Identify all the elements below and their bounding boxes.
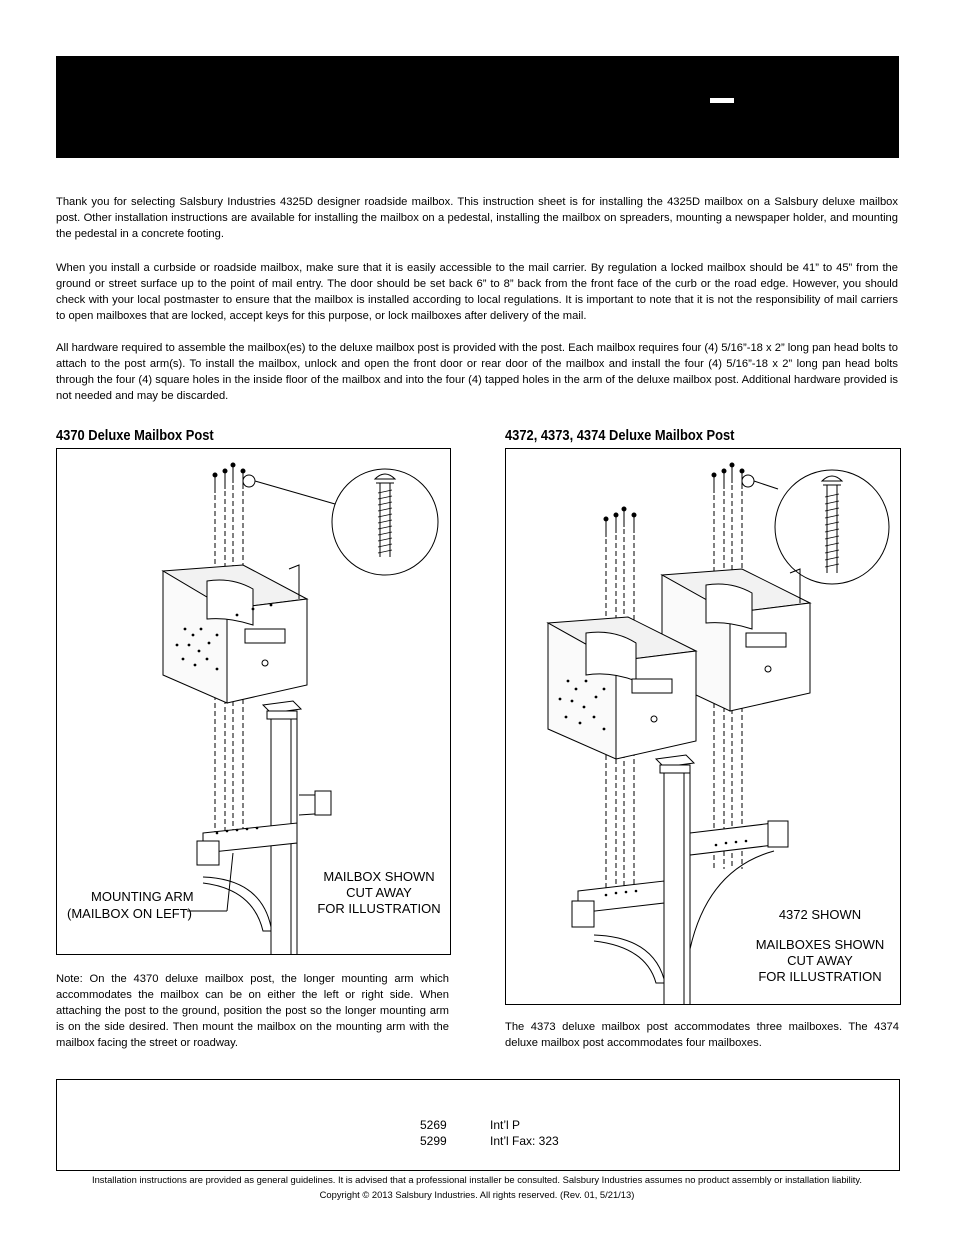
- right-section-heading: 4372, 4373, 4374 Deluxe Mailbox Post: [505, 427, 735, 444]
- left-figure-box: [56, 448, 451, 955]
- model-shown-label: 4372 SHOWN: [778, 907, 862, 922]
- mailbox-icon: [163, 565, 307, 703]
- bolt-detail-icon: [332, 469, 438, 575]
- cutaway-label-2: CUT AWAY: [346, 885, 412, 900]
- contact-box: [56, 1079, 900, 1171]
- cutaway-label-2: CUT AWAY: [787, 953, 853, 968]
- left-section-heading: 4370 Deluxe Mailbox Post: [56, 427, 214, 444]
- bolts-icon: [213, 463, 255, 493]
- intro-paragraph-1: Thank you for selecting Salsbury Industries 4325D designer roadside mailbox. This instruction sheet is for installing the 4325D mailbox on a Salsbury deluxe mailbox post. Other installation instructions are available for installing the mailbox on a pedestal, installing the mailbox on spreaders, mounting a newspaper holder, and mounting the pedestal in a concrete footing.: [56, 196, 898, 240]
- copyright-text: Copyright © 2013 Salsbury Industries. All rights reserved. (Rev. 01, 5/21/13): [319, 1189, 635, 1200]
- cutaway-label-1: MAILBOX SHOWN: [323, 869, 435, 884]
- fax-number: 5299: [420, 1134, 447, 1148]
- cutaway-label-3: FOR ILLUSTRATION: [317, 901, 441, 916]
- header-dash: [710, 98, 734, 103]
- right-figure-box: [505, 448, 901, 1005]
- left-figure-illustration: [57, 449, 450, 954]
- phone-number: 5269: [420, 1118, 447, 1132]
- right-figure-illustration: [506, 449, 900, 1004]
- intl-phone-label: Int’l P: [490, 1118, 521, 1132]
- cutaway-label-1: MAILBOXES SHOWN: [755, 937, 885, 952]
- bolt-detail-icon: [775, 470, 889, 584]
- cutaway-label-3: FOR ILLUSTRATION: [758, 969, 882, 984]
- bolts-right-icon: [712, 463, 754, 493]
- post-icon: [197, 701, 331, 954]
- intro-paragraph-3: All hardware required to assemble the mailbox(es) to the deluxe mailbox post is provided with the post. Each mailbox requires four (4) 5/16”-18 x 2” long pan head bolts to attach to the post arm(s). To install the mailbox, unlock and open the front door or rear door of the mailbox and install the four (4) 5/16”-18 x 2” long pan head bolts through the four (4) square holes in the inside floor of the mailbox and into the four (4) tapped holes in the arm of the deluxe mailbox post. Additional hardware provided is not needed and may be discarded.: [56, 342, 898, 402]
- bolts-left-icon: [604, 507, 636, 537]
- header-banner: [56, 56, 899, 158]
- mounting-arm-label-2: (MAILBOX ON LEFT): [67, 906, 192, 921]
- mounting-arm-label-1: MOUNTING ARM: [91, 889, 194, 904]
- right-note: The 4373 deluxe mailbox post accommodates three mailboxes. The 4374 deluxe mailbox post accommodates four mailboxes.: [505, 1021, 899, 1049]
- intl-fax-label: Int’l Fax: 323: [490, 1134, 559, 1148]
- left-note: Note: On the 4370 deluxe mailbox post, the longer mounting arm which accommodates the mailbox can be on either the left or right side. When attaching the post to the ground, position the post so the longer mounting arm is on the side desired. Then mount the mailbox on the mounting arm with the mailbox facing the street or roadway.: [56, 973, 449, 1049]
- disclaimer-text: Installation instructions are provided as general guidelines. It is advised that a professional installer be consulted. Salsbury Industries assumes no product assembly or installation liability.: [91, 1174, 863, 1185]
- post-icon: [572, 755, 788, 1004]
- intro-paragraph-2: When you install a curbside or roadside mailbox, make sure that it is easily accessible to the mail carrier. By regulation a locked mailbox should be 41” to 45” from the ground or street surface up to the point of mail entry. The door should be set back 6” to 8” back from the front face of the curb or the road edge. However, you should check with your local postmaster to ensure that the mailbox is installed according to local regulations. It is important to note that it is not the responsibility of mail carriers to open mailboxes that are locked, accept keys for this purpose, or lock mailboxes after delivery of the mail.: [56, 262, 898, 322]
